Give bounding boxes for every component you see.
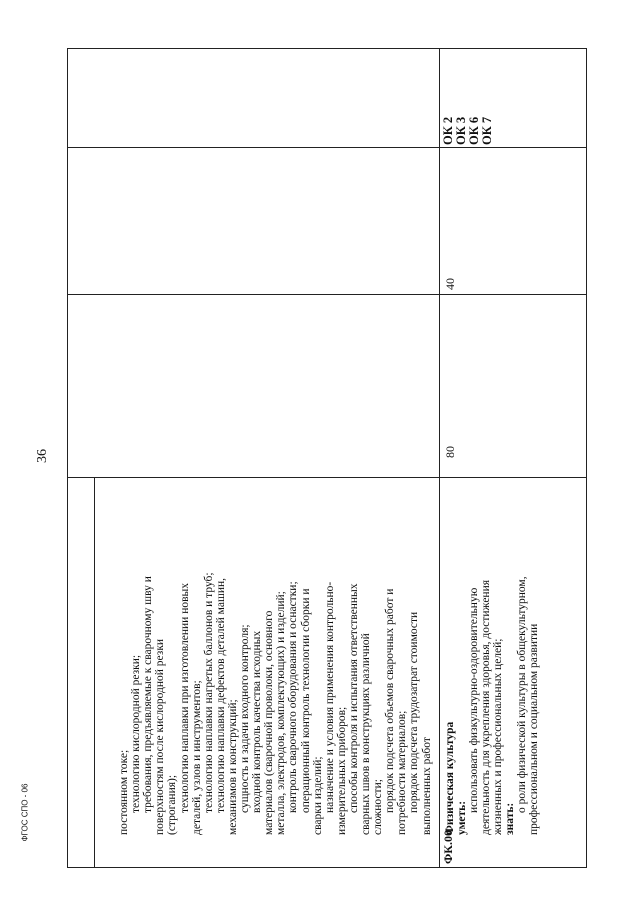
content-line: назначение и условия применения контрольно- [323, 581, 336, 813]
content-line: входной контроль качества исходных [251, 630, 264, 813]
competency-ok7: ОК 7 [480, 116, 494, 145]
rotated-table [67, 48, 587, 868]
content-line: измерительных приборов; [335, 706, 348, 835]
col-divider-max [67, 477, 587, 478]
umet-line-1: использовать физкультурно-оздоровительную [468, 587, 480, 813]
table-border-right [67, 48, 587, 49]
content-line: потребности материалов; [396, 710, 409, 835]
row-code: ФК.00 [441, 829, 455, 864]
umet-line-2: деятельность для укрепления здоровья, достижения [480, 579, 492, 835]
table-border-bottom [586, 48, 587, 868]
content-line: операционный контроль технологии сборки и [299, 588, 312, 813]
col-divider-mdk [67, 147, 587, 148]
znat-label: знать: [504, 802, 516, 835]
content-line: порядок подсчета объемов сварочных работ и [384, 588, 397, 813]
class-hours: 40 [443, 278, 457, 290]
max-hours: 80 [443, 446, 457, 458]
row-divider [439, 48, 440, 868]
content-line: технологию кислородной резки; [130, 654, 143, 813]
znat-line-1: о роли физической культуры в общекультурном, [516, 576, 528, 813]
content-line: механизмов и конструкций; [226, 699, 239, 835]
content-line: требования, предъявляемые к сварочному шву и [142, 576, 155, 813]
umet-label: уметь: [456, 800, 468, 835]
content-line: способы контроля и испытания ответственных [347, 583, 360, 813]
content-line: поверхностям после кислородной резки [154, 638, 167, 835]
competency-ok2: ОК 2 [441, 116, 455, 145]
content-line: сущность и задачи входного контроля; [239, 624, 251, 813]
umet-line-3: жизненных и профессиональных целей; [492, 638, 504, 835]
content-line: металла, электродов, комплектующих) и изделий; [275, 591, 288, 835]
content-line: выполненных работ [420, 737, 433, 835]
table-border-top [67, 48, 68, 868]
content-line: деталей, узлов и инструментов; [190, 680, 203, 835]
content-line: материалов (сварочной проволоки, основного [263, 610, 276, 835]
col-divider-code [67, 867, 587, 868]
row-title: Физическая культура [444, 721, 456, 835]
content-line: сварки изделий; [311, 756, 324, 835]
content-line: порядок подсчета трудозатрат стоимости [408, 611, 421, 813]
page-number: 36 [35, 449, 50, 463]
znat-line-2: профессиональном и социальном развитии [528, 623, 540, 835]
content-line: технологию наплавки дефектов деталей машин, [214, 577, 227, 813]
content-line: технологию наплавки нагретых баллонов и труб; [202, 572, 215, 813]
competency-ok6: ОК 6 [467, 116, 481, 145]
col-divider-content [94, 478, 95, 868]
content-line: сварных швов в конструкциях различной [360, 633, 372, 835]
col-divider-class [67, 294, 587, 295]
footer-label: ФГОС СПО - 06 [20, 783, 30, 842]
content-line: технологию наплавки при изготовлении новых [178, 582, 191, 813]
content-line: сложности; [372, 779, 385, 835]
content-line: постоянном токе; [118, 749, 130, 835]
content-line: (строгания); [166, 774, 179, 835]
competency-ok3: ОК 3 [454, 116, 468, 145]
content-line: контроль сварочного оборудования и оснастки; [287, 581, 300, 813]
